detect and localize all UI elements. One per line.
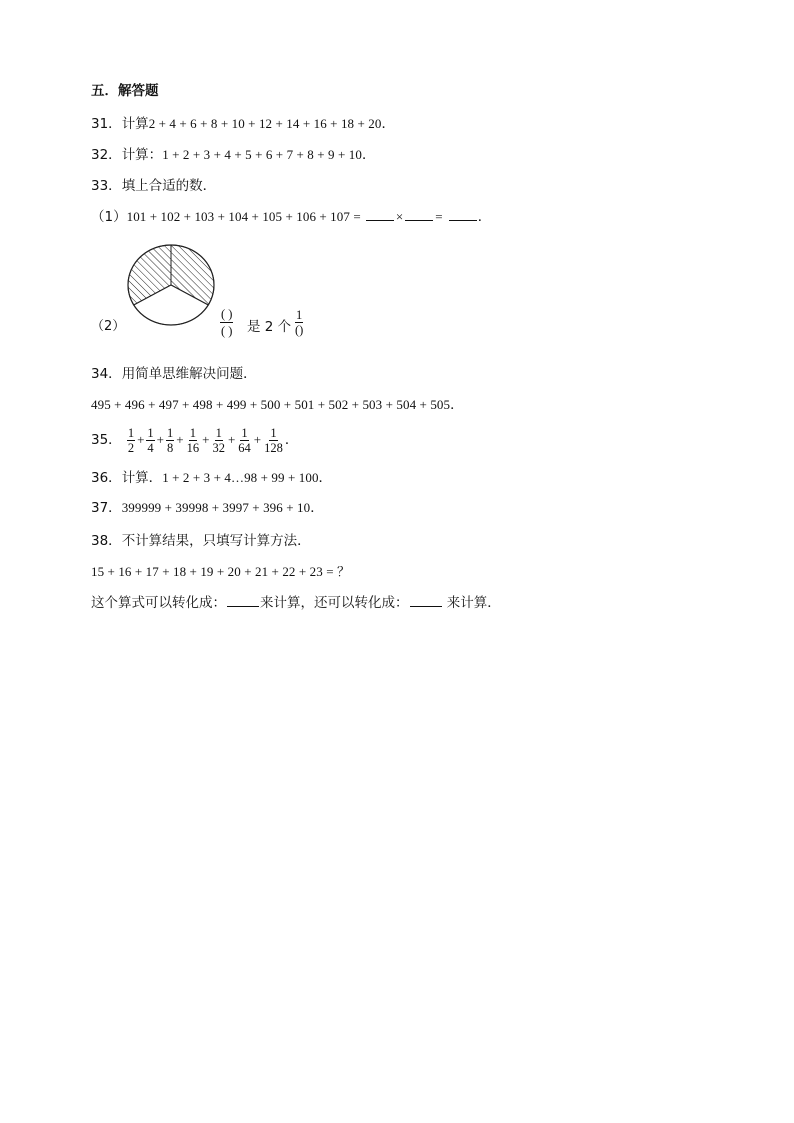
plus-sign: + [156,432,165,447]
plus-sign: + [253,432,262,447]
fraction-denominator: 8 [167,441,174,455]
part-2-unit-fraction: $\frac{1}{()}$ [295,308,304,337]
fraction-numerator: 1 [189,426,196,440]
fraction-numerator: 1 [127,426,135,440]
circle-diagram [126,243,216,327]
fraction-denominator: 128 [264,441,283,455]
denominator-blank[interactable]: ( ) [221,324,233,338]
fraction-denominator: 2 [127,441,135,455]
fraction-term [166,426,174,455]
unit-fraction-denominator-blank[interactable]: () [295,323,304,337]
answer-blank[interactable] [449,208,477,221]
plus-sign: + [227,432,236,447]
question-35: 35． $\frac{1}{2}$ + $\frac{1}{4}$ + $\frac{1}{8}$ + $\frac{1}{16}$ + $\frac{1}{32}$ + $\frac{1}{64}$ + $\frac{1}{128}$ ． [91,426,299,455]
question-37: 37．399999 + 39998 + 3997 + 396 + 10． [91,500,324,516]
question-34-expression: 495 + 496 + 497 + 498 + 499 + 500 + 501 + 502 + 503 + 504 + 505． [91,397,464,413]
fraction-numerator: 1 [167,426,174,440]
part-2-blank-fraction [219,306,234,339]
part-2-text: 是 2 个 [247,319,292,335]
answer-blank[interactable] [405,208,433,221]
question-34: 34．用简单思维解决问题． [91,366,257,382]
fraction-denominator: 16 [186,441,200,455]
fraction-numerator: 1 [147,426,154,440]
answer-blank[interactable] [410,594,442,607]
numerator-blank[interactable]: ( ) [221,307,233,321]
fraction-term [186,426,201,455]
fraction-denominator: 64 [238,441,251,455]
question-36: 36．计算．1 + 2 + 3 + 4…98 + 99 + 100． [91,470,333,486]
question-38: 38．不计算结果，只填写计算方法． [91,533,311,549]
fraction-numerator: 1 [241,426,248,440]
question-38-expression: 15 + 16 + 17 + 18 + 19 + 20 + 21 + 22 + 23 = ？ [91,564,351,579]
plus-sign: + [202,432,210,447]
question-33-part-2-label: （2） [91,319,126,334]
fraction-denominator: 32 [212,441,225,455]
fraction-circle-figure [126,243,216,327]
question-33: 33．填上合适的数． [91,178,217,194]
question-38-answer-line: 这个算式可以转化成： 来计算，还可以转化成： 来计算． [91,595,501,611]
answer-blank[interactable] [227,594,259,607]
plus-sign: + [137,432,145,447]
question-33-part-1: （1）101 + 102 + 103 + 104 + 105 + 106 + 107 = × = ． [91,209,492,225]
fraction-denominator: 4 [147,441,154,455]
fraction-term [211,426,226,455]
plus-sign: + [176,432,184,447]
fraction-numerator: 1 [215,426,222,440]
question-31: 31．计算2 + 4 + 6 + 8 + 10 + 12 + 14 + 16 + 18 + 20． [91,116,395,132]
section-title: 五．解答题 [91,83,159,99]
fraction-term [237,426,252,455]
question-32: 32．计算：1 + 2 + 3 + 4 + 5 + 6 + 7 + 8 + 9 + 10． [91,147,376,163]
fraction-term [263,426,284,455]
fraction-term [127,426,135,455]
answer-blank[interactable] [366,208,394,221]
fraction-term [146,426,154,455]
fraction-numerator: 1 [270,426,277,440]
